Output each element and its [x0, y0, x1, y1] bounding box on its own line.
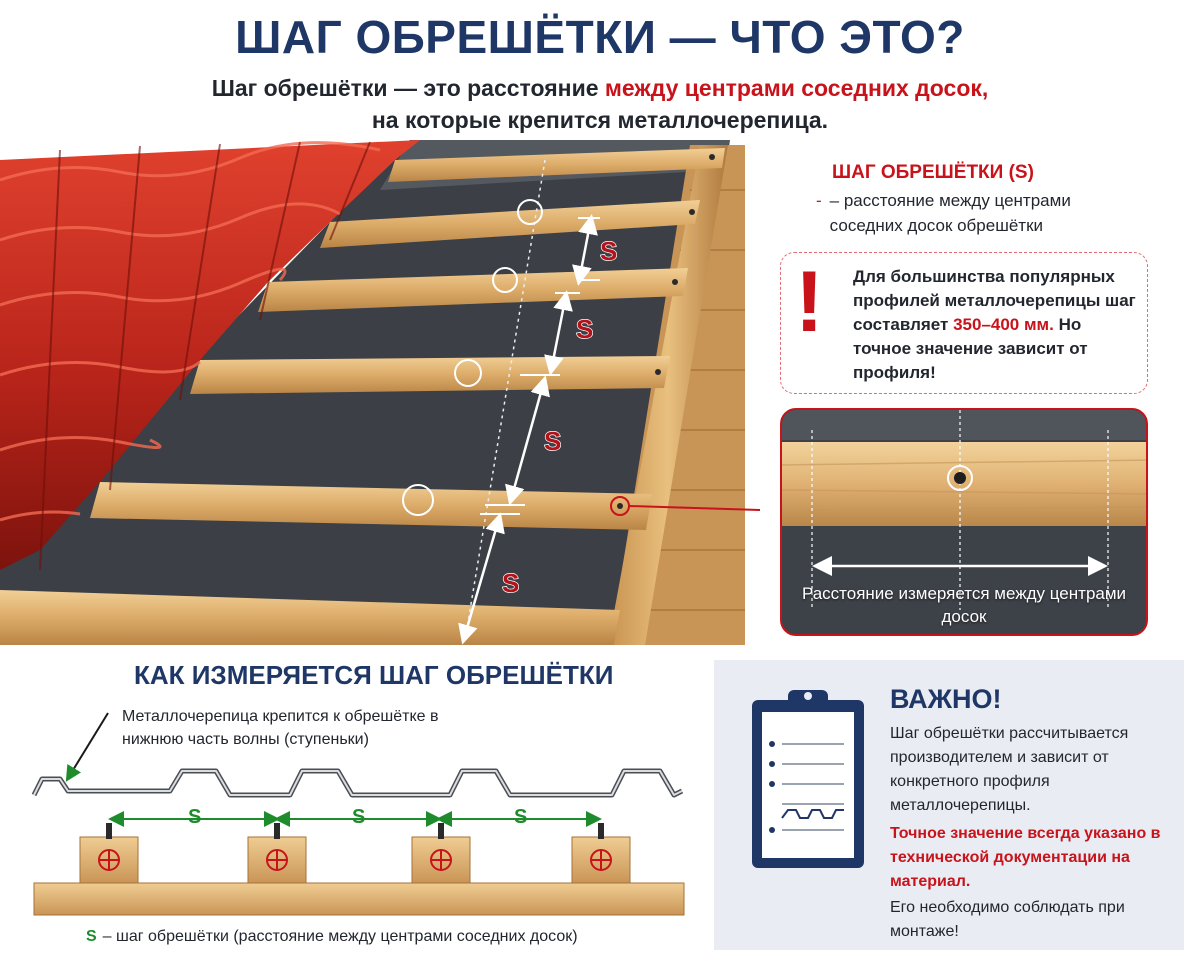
s-label: S [502, 568, 520, 598]
batten [190, 356, 670, 394]
s-label: S [188, 806, 202, 828]
roof-illustration [0, 130, 760, 645]
note-highlight: 350–400 мм. [953, 315, 1054, 334]
clipboard-icon [748, 682, 868, 872]
important-warning: Точное значение всегда указано в технической документации на материал. [890, 825, 1161, 890]
important-instruction: Его необходимо соблюдать при монтаже! [890, 899, 1125, 940]
definition-text [816, 188, 1146, 238]
important-text: Шаг обрешётки рассчитывается производителем и зависит от конкретного профиля металлочерепицы. [890, 725, 1129, 814]
subtitle-highlight: между центрами соседних досок, [604, 75, 989, 101]
subtitle-part1: Шаг обрешётки — это расстояние [211, 75, 605, 101]
note-line-before: Для большинства популярных профилей металлочерепицы шаг составляет [853, 267, 1136, 334]
zoom-caption: Расстояние измеряется между центрами досок [801, 584, 1127, 626]
important-heading: ВАЖНО! [890, 684, 1002, 714]
important-box [714, 660, 1184, 950]
measurement-diagram [20, 695, 700, 927]
definition-title: ШАГ ОБРЕШЁТКИ (S) [832, 162, 1034, 183]
definition-dash: - [816, 191, 822, 210]
legend [86, 928, 578, 946]
note-line-after: Но точное значение зависит от профиля! [853, 315, 1088, 382]
page-title: ШАГ ОБРЕШЁТКИ — ЧТО ЭТО? [235, 11, 965, 63]
s-label: S [514, 806, 528, 828]
note-text [853, 265, 1139, 385]
exclamation-icon: ! [795, 254, 824, 350]
legend-s: S [86, 928, 97, 945]
subtitle-part2: на которые крепится металлочерепица. [371, 107, 829, 133]
definition-body: – расстояние между центрами соседних досок обрешётки [829, 191, 1071, 235]
measurement-title: КАК ИЗМЕРЯЕТСЯ ШАГ ОБРЕШЁТКИ [134, 660, 614, 690]
page-subtitle [0, 72, 1200, 136]
s-label: S [544, 426, 562, 456]
zoom-batten [782, 442, 1148, 526]
crosshair-icon [99, 850, 611, 870]
note-box [780, 252, 1148, 394]
rafter-board [34, 883, 684, 915]
s-label: S [352, 806, 366, 828]
batten-block [80, 837, 630, 883]
callout-text: Металлочерепица крепится к обрешётке в нижнюю часть волны (ступеньки) [122, 708, 439, 748]
s-label: S [600, 236, 618, 266]
s-label: S [576, 314, 594, 344]
legend-text: – шаг обрешётки (расстояние между центрами соседних досок) [102, 928, 578, 945]
